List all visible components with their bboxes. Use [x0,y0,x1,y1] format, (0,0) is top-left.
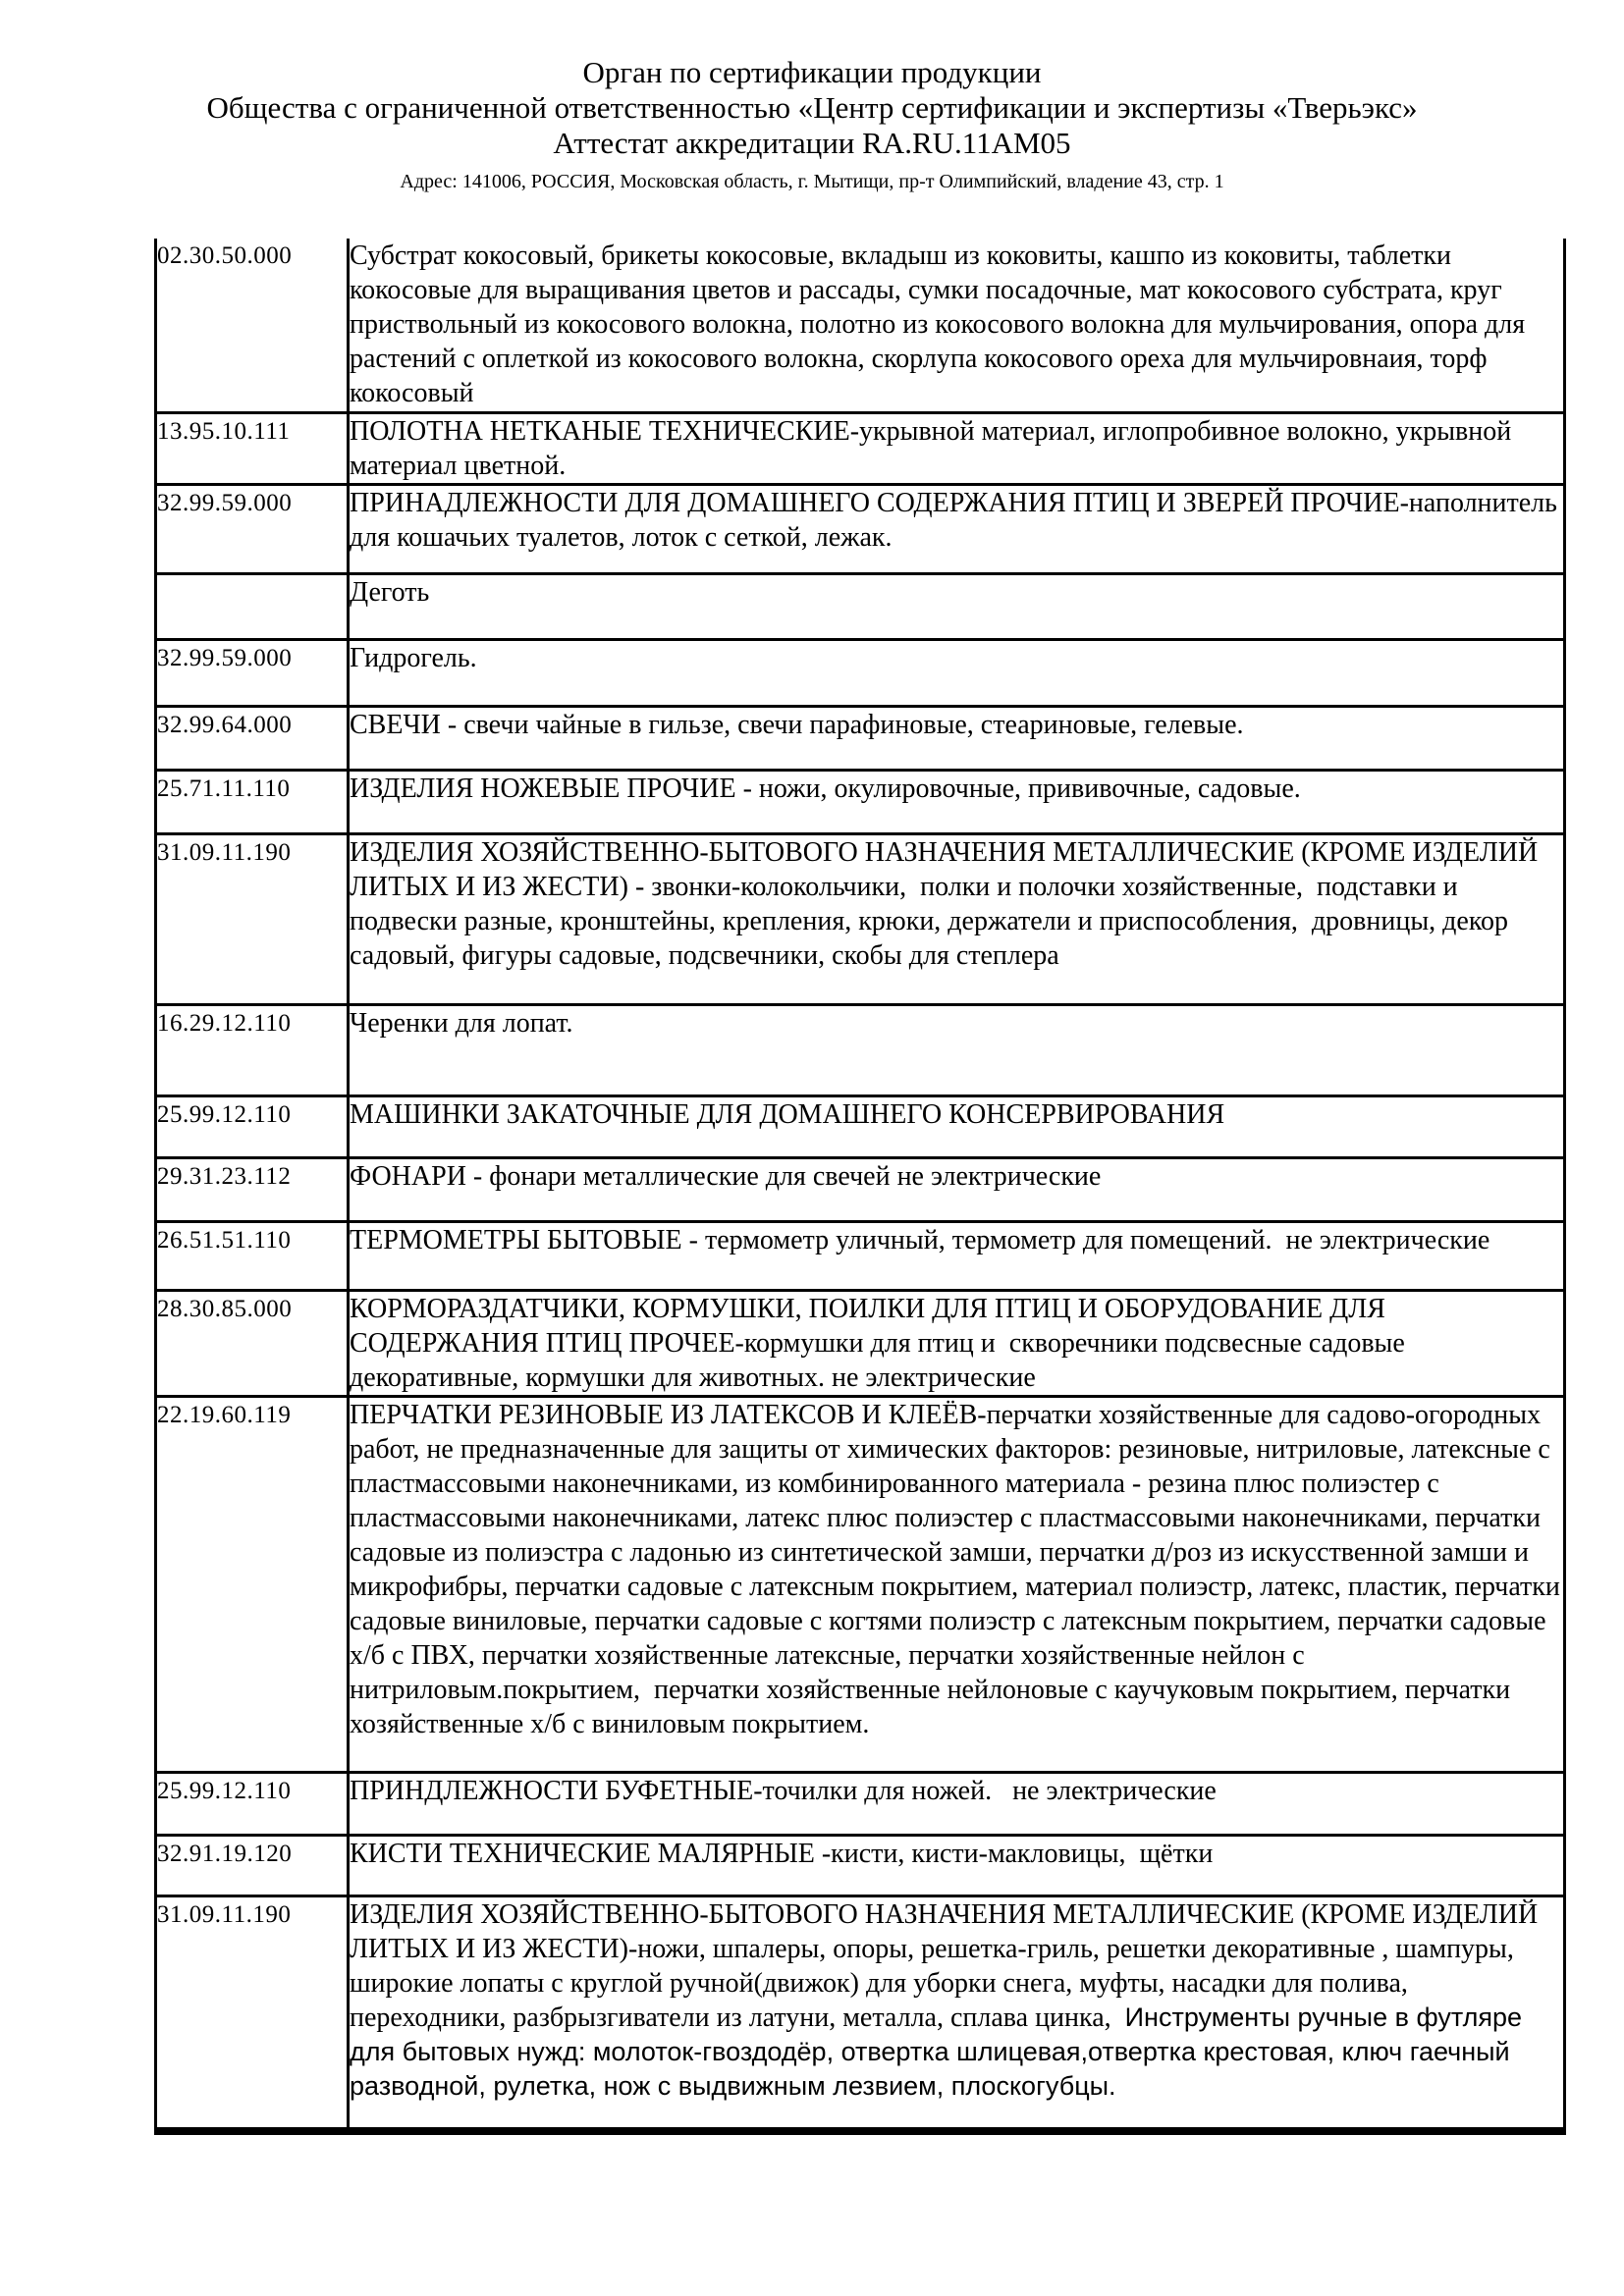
product-description-cell [349,1396,1565,1772]
product-description-cell [349,1772,1565,1835]
product-code-cell: 25.99.12.110 [156,1772,349,1835]
table-row [156,1396,1565,1772]
description-text: КОРМОРАЗДАТЧИКИ, КОРМУШКИ, ПОИЛКИ ДЛЯ ПТИЦ И ОБОРУДОВАНИЕ ДЛЯ СОДЕРЖАНИЯ ПТИЦ ПРОЧЕЕ-кормушки для птиц и скворечники подсвесные садовые декоративные, кормушки для животных. не электрические [350,1293,1412,1393]
product-description-cell [349,1896,1565,2131]
product-description-cell [349,706,1565,770]
product-description-cell [349,1004,1565,1095]
product-description-cell [349,833,1565,1004]
product-certification-table [154,239,1566,2135]
table-row [156,1835,1565,1896]
product-code-cell: 31.09.11.190 [156,1896,349,2131]
description-text: Субстрат кокосовый, брикеты кокосовые, вкладыш из коковиты, кашпо из коковиты, таблетки кокосовые для выращивания цветов и рассады, сумки посадочные, мат кокосового субстрата, круг приствольный из кокосового волокна, полотно из кокосового волокна для мульчирования, опора для растений с оплеткой из кокосового волокна, скорлупа кокосового ореха для мульчировнаия, торф кокосовый [350,240,1533,408]
description-text: ПРИНАДЛЕЖНОСТИ ДЛЯ ДОМАШНЕГО СОДЕРЖАНИЯ ПТИЦ И ЗВЕРЕЙ ПРОЧИЕ-наполнитель для кошачьих туалетов, лоток с сеткой, лежак. [350,487,1564,553]
description-text: ФОНАРИ - фонари металлические для свечей не электрические [350,1160,1102,1192]
table-row [156,1772,1565,1835]
product-code-cell: 31.09.11.190 [156,833,349,1004]
description-text: Черенки для лопат. [350,1007,573,1039]
table-row [156,1004,1565,1095]
table-row [156,639,1565,706]
header-org-line-2: Общества с ограниченной ответственностью «Центр сертификации и экспертизы «Тверьэкс» [206,90,1418,125]
description-text: Гидрогель. [350,642,477,673]
product-code-cell: 28.30.85.000 [156,1290,349,1396]
description-text: ПЕРЧАТКИ РЕЗИНОВЫЕ ИЗ ЛАТЕКСОВ И КЛЕЁВ-перчатки хозяйственные для садово-огородных работ, не предназначенные для защиты от химических факторов: резиновые, нитриловые, латексные с пластмассовыми наконечниками, из комбинированного материала - резина плюс полиэстер с пластмассовыми наконечниками, латекс плюс полиэстер с пластмассовыми наконечниками, перчатки садовые из полиэстра с ладонью из синтетической замши, перчатки д/роз из искусственной замши и микрофибры, перчатки садовые с латексным покрытием, материал полиэстр, латекс, пластик, перчатки садовые виниловые, перчатки садовые с когтями полиэстр с латексным покрытием, перчатки садовые х/б с ПВХ, перчатки хозяйственные латексные, перчатки хозяйственные нейлон с нитриловым.покрытием, перчатки хозяйственные нейлоновые с каучуковым покрытием, перчатки хозяйственные х/б с виниловым покрытием. [350,1399,1567,1739]
product-code-cell: 02.30.50.000 [156,239,349,412]
product-description-cell [349,484,1565,573]
product-code-cell: 32.99.59.000 [156,639,349,706]
description-text-sans: Инструменты ручные в футляре для бытовых нужд: молоток-гвоздодёр, отвертка шлицевая,отвертка крестовая, ключ гаечный разводной, рулетка, нож с выдвижным лезвием, плоскогубцы. [350,2002,1530,2101]
header-accreditation: Аттестат аккредитации RA.RU.11АМ05 [553,126,1071,160]
product-description-cell [349,412,1565,484]
table-row [156,1896,1565,2131]
product-description-cell [349,1157,1565,1221]
table-row [156,833,1565,1004]
description-text: МАШИНКИ ЗАКАТОЧНЫЕ ДЛЯ ДОМАШНЕГО КОНСЕРВИРОВАНИЯ [350,1098,1225,1130]
product-code-cell: 13.95.10.111 [156,412,349,484]
table-row [156,484,1565,573]
product-description-cell [349,573,1565,639]
table-row [156,1290,1565,1396]
table-row [156,412,1565,484]
header-org-line-1: Орган по сертификации продукции [582,55,1042,89]
product-code-cell: 32.91.19.120 [156,1835,349,1896]
table-row [156,1157,1565,1221]
product-code-cell: 26.51.51.110 [156,1221,349,1290]
table-row [156,239,1565,412]
document-header [0,55,1624,196]
table-row [156,1221,1565,1290]
product-description-cell [349,639,1565,706]
product-description-cell [349,1290,1565,1396]
product-code-cell: 32.99.59.000 [156,484,349,573]
table-row [156,573,1565,639]
table-row [156,706,1565,770]
product-description-cell [349,1095,1565,1157]
description-text: ПОЛОТНА НЕТКАНЫЕ ТЕХНИЧЕСКИЕ-укрывной материал, иглопробивное волокно, укрывной материал цветной. [350,415,1519,481]
table-row [156,770,1565,833]
product-description-cell [349,239,1565,412]
product-code-cell: 22.19.60.119 [156,1396,349,1772]
product-code-cell: 25.99.12.110 [156,1095,349,1157]
description-text: ИЗДЕЛИЯ ХОЗЯЙСТВЕННО-БЫТОВОГО НАЗНАЧЕНИЯ МЕТАЛЛИЧЕСКИЕ (КРОМЕ ИЗДЕЛИЙ ЛИТЫХ И ИЗ ЖЕСТИ) - звонки-колокольчики, полки и полочки хозяйственные, подставки и подвески разные, кронштейны, крепления, крюки, держатели и приспособления, дровницы, декор садовый, фигуры садовые, подсвечники, скобы для степлера [350,836,1545,971]
product-description-cell [349,1221,1565,1290]
product-code-cell: 16.29.12.110 [156,1004,349,1095]
description-text: Деготь [350,576,430,608]
product-code-cell: 32.99.64.000 [156,706,349,770]
table-row [156,1095,1565,1157]
product-description-cell [349,770,1565,833]
header-address: Адрес: 141006, РОССИЯ, Московская область, г. Мытищи, пр-т Олимпийский, владение 43, стр. 1 [400,171,1224,192]
product-description-cell [349,1835,1565,1896]
description-text: ИЗДЕЛИЯ ХОЗЯЙСТВЕННО-БЫТОВОГО НАЗНАЧЕНИЯ МЕТАЛЛИЧЕСКИЕ (КРОМЕ ИЗДЕЛИЙ ЛИТЫХ И ИЗ ЖЕСТИ)-ножи, шпалеры, опоры, решетка-гриль, решетки декоративные , шампуры, широкие лопаты с круглой ручной(движок) для уборки снега, муфты, насадки для полива, переходники, разбрызгиватели из латуни, металла, сплава цинка, [350,1898,1545,2033]
description-text: СВЕЧИ - свечи чайные в гильзе, свечи парафиновые, стеариновые, гелевые. [350,709,1244,740]
description-text: ПРИНДЛЕЖНОСТИ БУФЕТНЫЕ-точилки для ножей. не электрические [350,1775,1217,1806]
product-code-cell: 25.71.11.110 [156,770,349,833]
product-code-cell [156,573,349,639]
description-text: КИСТИ ТЕХНИЧЕСКИЕ МАЛЯРНЫЕ -кисти, кисти-макловицы, щётки [350,1838,1214,1869]
description-text: ТЕРМОМЕТРЫ БЫТОВЫЕ - термометр уличный, термометр для помещений. не электрические [350,1224,1490,1255]
description-text: ИЗДЕЛИЯ НОЖЕВЫЕ ПРОЧИЕ - ножи, окулировочные, прививочные, садовые. [350,773,1301,804]
product-code-cell: 29.31.23.112 [156,1157,349,1221]
